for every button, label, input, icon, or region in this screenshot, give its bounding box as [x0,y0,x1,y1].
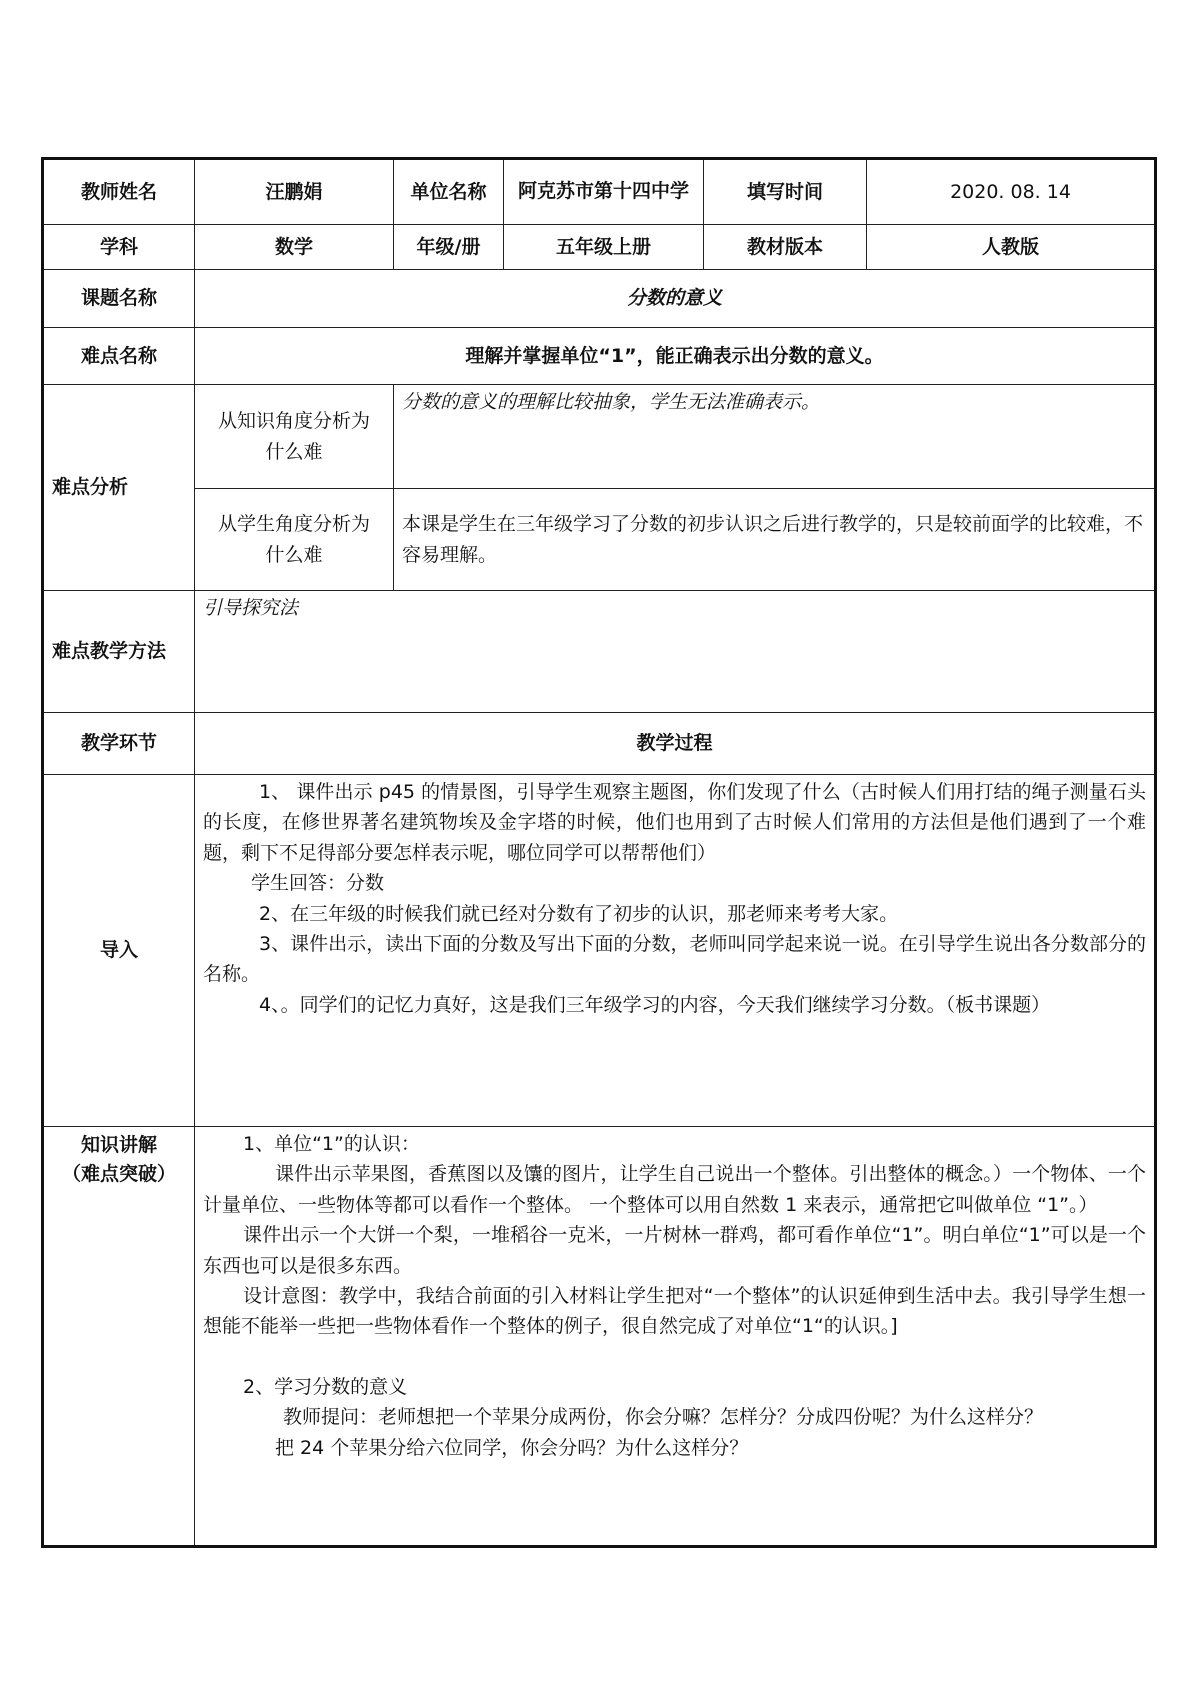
date-value: 2020. 08. 14 [867,159,1156,225]
knowledge-paragraph: 课件出示苹果图，香蕉图以及馕的图片，让学生自己说出一个整体。引出整体的概念。）一个物体、一个计量单位、一些物体等都可以看作一个整体。 一个整体可以用自然数 1 来表示，通常把它叫做单位 “1”。） [203,1163,1146,1216]
intro-process [195,775,1156,1127]
student-angle-text: 本课是学生在三年级学习了分数的初步认识之后进行教学的，只是较前面学的比较难，不容易理解。 [394,489,1156,591]
knowledge-paragraph: 2、学习分数的意义 [243,1375,408,1398]
knowledge-label-line: （难点突破） [61,1162,176,1185]
method-row [43,591,1156,713]
subject-value: 数学 [195,225,394,270]
student-angle-label: 从学生角度分析为什么难 [195,489,394,591]
topic-row [43,270,1156,328]
intro-label: 导入 [43,775,195,1127]
lesson-plan-table [41,157,1157,1548]
header-row-2 [43,225,1156,270]
topic-label: 课题名称 [43,270,195,328]
knowledge-paragraph: 设计意图：教学中，我结合前面的引入材料让学生把对“一个整体”的认识延伸到生活中去。我引导学生想一想能不能举一些把一些物体看作一个整体的例子，很自然完成了对单位“1“的认识。] [203,1284,1146,1338]
teacher-label: 教师姓名 [43,159,195,225]
intro-row [43,775,1156,1127]
topic-value: 分数的意义 [195,270,1156,328]
knowledge-paragraph: 把 24 个苹果分给六位同学，你会分吗？为什么这样分？ [275,1436,749,1459]
knowledge-paragraph: 课件出示一个大饼一个梨，一堆稻谷一克米，一片树林一群鸡，都可看作单位“1”。明白单位“1”可以是一个东西也可以是很多东西。 [203,1224,1146,1277]
knowledge-angle-label: 从知识角度分析为什么难 [195,385,394,489]
method-label: 难点教学方法 [43,591,195,713]
school-label: 单位名称 [394,159,504,225]
teacher-value: 汪鹏娟 [195,159,394,225]
difficulty-label: 难点名称 [43,328,195,385]
difficulty-row [43,328,1156,385]
knowledge-paragraph: 教师提问：老师想把一个苹果分成两份，你会分嘛？怎样分？分成四份呢？为什么这样分？ [283,1406,1044,1429]
analysis-row-knowledge [43,385,1156,489]
intro-paragraph: 2、在三年级的时候我们就已经对分数有了初步的认识，那老师来考考大家。 [259,902,899,925]
school-value: 阿克苏市第十四中学 [504,159,704,225]
process-header-label: 教学过程 [195,713,1156,775]
date-label: 填写时间 [704,159,867,225]
textbook-label: 教材版本 [704,225,867,270]
header-row-1 [43,159,1156,225]
knowledge-row [43,1127,1156,1547]
stage-header-label: 教学环节 [43,713,195,775]
textbook-value: 人教版 [867,225,1156,270]
intro-paragraph: 4、。同学们的记忆力真好，这是我们三年级学习的内容，今天我们继续学习分数。（板书课题） [259,993,1051,1016]
knowledge-paragraph: 1、单位“1”的认识： [243,1133,420,1155]
paragraph-gap [203,1342,1146,1372]
knowledge-label [43,1127,195,1547]
difficulty-value: 理解并掌握单位“1”，能正确表示出分数的意义。 [195,328,1156,385]
intro-paragraph: 1、 课件出示 p45 的情景图，引导学生观察主题图，你们发现了什么（古时候人们用打结的绳子测量石头的长度，在修世界著名建筑物埃及金字塔的时候，他们也用到了古时候人们常用的方法但是他们遇到了一个难题，剩下不足得部分要怎样表示呢，哪位同学可以帮帮他们） [203,781,1146,864]
intro-paragraph: 学生回答：分数 [251,872,385,895]
process-header-row [43,713,1156,775]
subject-label: 学科 [43,225,195,270]
grade-label: 年级/册 [394,225,504,270]
knowledge-process [195,1127,1156,1547]
intro-paragraph: 3、课件出示，读出下面的分数及写出下面的分数，老师叫同学起来说一说。在引导学生说出各分数部分的名称。 [203,932,1146,986]
analysis-label: 难点分析 [43,385,195,591]
knowledge-angle-text: 分数的意义的理解比较抽象，学生无法准确表示。 [394,385,1156,489]
grade-value: 五年级上册 [504,225,704,270]
method-value: 引导探究法 [195,591,1156,713]
analysis-row-student [43,489,1156,591]
knowledge-label-line: 知识讲解 [80,1134,157,1156]
